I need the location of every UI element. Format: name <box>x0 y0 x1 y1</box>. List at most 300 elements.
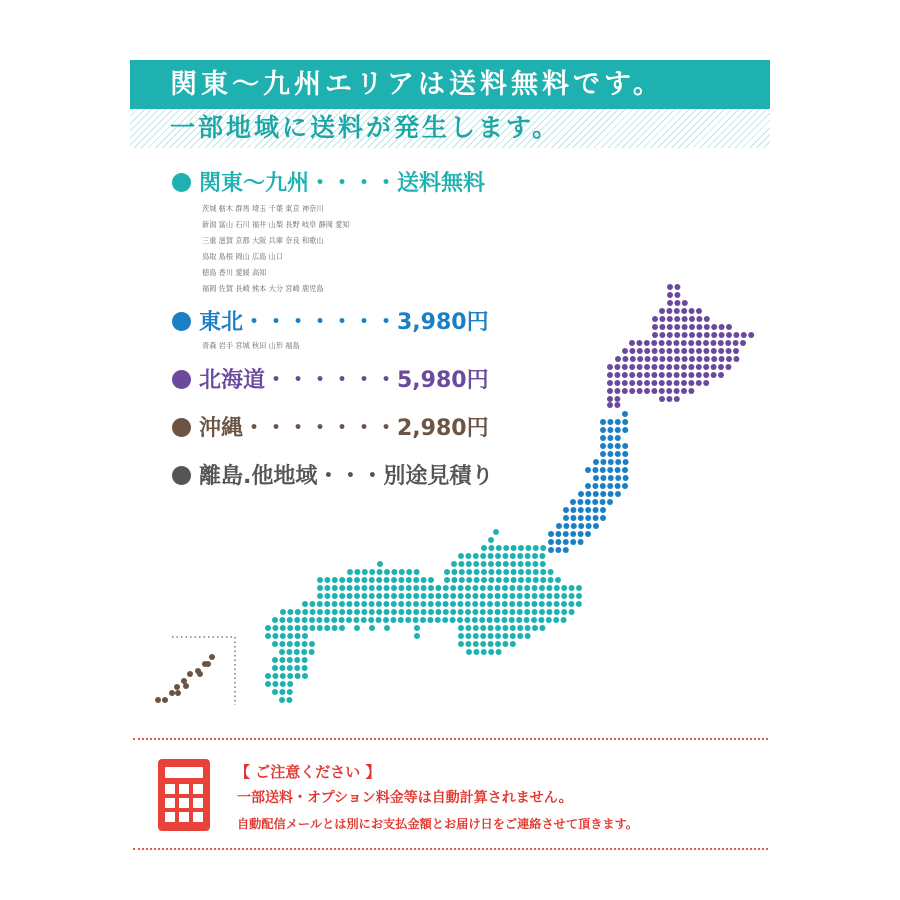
prefecture-row: 三重 滋賀 京都 大阪 兵庫 奈良 和歌山 <box>202 236 324 245</box>
map-dot <box>688 340 694 346</box>
map-dot <box>629 388 635 394</box>
map-dot <box>630 356 636 362</box>
map-dot <box>421 577 427 583</box>
map-dot <box>681 308 687 314</box>
map-dot <box>532 625 538 631</box>
map-dot <box>384 585 390 591</box>
map-dot <box>593 491 599 497</box>
map-dot <box>607 443 613 449</box>
map-dot <box>666 364 672 370</box>
map-dot <box>280 681 286 687</box>
map-dot <box>279 617 285 623</box>
map-dot <box>209 654 215 660</box>
map-dot <box>398 601 404 607</box>
map-dot <box>667 300 673 306</box>
map-dot <box>518 577 524 583</box>
map-dot <box>614 402 620 408</box>
map-dot <box>711 364 717 370</box>
map-dot <box>280 625 286 631</box>
map-dot <box>555 531 561 537</box>
map-dot <box>607 402 613 408</box>
map-dot <box>272 617 278 623</box>
map-dot <box>391 593 397 599</box>
map-dot <box>346 617 352 623</box>
map-dot <box>391 601 397 607</box>
map-dot <box>622 443 628 449</box>
map-dot <box>272 689 278 695</box>
map-dot <box>295 673 301 679</box>
map-dot <box>600 451 606 457</box>
map-dot <box>287 617 293 623</box>
map-dot <box>554 609 560 615</box>
map-dot <box>719 356 725 362</box>
map-dot <box>398 577 404 583</box>
map-dot <box>354 601 360 607</box>
map-dot <box>413 593 419 599</box>
map-dot <box>539 609 545 615</box>
map-dot <box>451 577 457 583</box>
map-dot <box>615 491 621 497</box>
map-dot <box>302 625 308 631</box>
map-dot <box>265 625 271 631</box>
map-dot <box>674 332 680 338</box>
map-dot <box>294 649 300 655</box>
map-tohoku <box>548 411 629 553</box>
map-dot <box>473 625 479 631</box>
map-dot <box>450 593 456 599</box>
map-dot <box>302 601 308 607</box>
map-dot <box>600 515 606 521</box>
map-dot <box>689 324 695 330</box>
map-dot <box>480 593 486 599</box>
map-dot <box>435 609 441 615</box>
map-dot <box>510 641 516 647</box>
map-dot <box>518 569 524 575</box>
map-dot <box>295 609 301 615</box>
map-dot <box>481 649 487 655</box>
map-dot <box>458 585 464 591</box>
map-dot <box>488 633 494 639</box>
map-dot <box>324 601 330 607</box>
map-dot <box>629 380 635 386</box>
map-dot <box>525 569 531 575</box>
map-dot <box>428 593 434 599</box>
map-dot <box>719 324 725 330</box>
map-dot <box>413 585 419 591</box>
map-dot <box>406 593 412 599</box>
map-dot <box>301 649 307 655</box>
map-dot <box>615 419 621 425</box>
map-dot <box>361 593 367 599</box>
notice-heading: 【 ご注意ください 】 <box>235 763 381 781</box>
map-dot <box>444 569 450 575</box>
map-dot <box>651 388 657 394</box>
map-dot <box>578 539 584 545</box>
map-dot <box>592 499 598 505</box>
map-dot <box>155 697 161 703</box>
map-dot <box>525 545 531 551</box>
map-dot <box>637 388 643 394</box>
map-dot <box>578 523 584 529</box>
map-dot <box>569 593 575 599</box>
map-dot <box>384 625 390 631</box>
map-dot <box>472 601 478 607</box>
map-dot <box>472 617 478 623</box>
map-dot <box>532 585 538 591</box>
calculator-icon <box>158 759 210 831</box>
map-dot <box>479 617 485 623</box>
map-dot <box>302 665 308 671</box>
map-dot <box>629 340 635 346</box>
map-dot <box>465 601 471 607</box>
map-dot <box>681 388 687 394</box>
map-dot <box>369 601 375 607</box>
map-dot <box>324 585 330 591</box>
map-dot <box>302 609 308 615</box>
map-dot <box>592 483 598 489</box>
map-dot <box>622 411 628 417</box>
map-dot <box>652 324 658 330</box>
map-dot <box>644 380 650 386</box>
map-dot <box>302 673 308 679</box>
map-dot <box>733 356 739 362</box>
map-dot <box>540 577 546 583</box>
map-dot <box>279 665 285 671</box>
map-dot <box>548 577 554 583</box>
map-dot <box>502 641 508 647</box>
map-dot <box>466 569 472 575</box>
map-dot <box>376 617 382 623</box>
map-dot <box>413 609 419 615</box>
map-dot <box>585 483 591 489</box>
map-dot <box>659 364 665 370</box>
map-dot <box>651 372 657 378</box>
map-dot <box>354 625 360 631</box>
map-dot <box>688 388 694 394</box>
map-dot <box>644 372 650 378</box>
map-dot <box>674 316 680 322</box>
map-dot <box>511 545 517 551</box>
map-dot <box>406 577 412 583</box>
map-dot <box>667 316 673 322</box>
map-dot <box>748 332 754 338</box>
map-dot <box>726 324 732 330</box>
map-dot <box>487 593 493 599</box>
map-dot <box>561 609 567 615</box>
map-dot <box>399 569 405 575</box>
map-dot <box>377 561 383 567</box>
map-dot <box>570 499 576 505</box>
map-dot <box>696 380 702 386</box>
map-dot <box>279 649 285 655</box>
map-dot <box>279 657 285 663</box>
map-dot <box>561 617 567 623</box>
map-dot <box>539 585 545 591</box>
map-dot <box>696 332 702 338</box>
map-dot <box>495 625 501 631</box>
map-dot <box>287 609 293 615</box>
map-dot <box>554 585 560 591</box>
map-dot <box>169 690 175 696</box>
map-dot <box>465 553 471 559</box>
map-dot <box>546 617 552 623</box>
map-dot <box>465 593 471 599</box>
map-dot <box>458 633 464 639</box>
map-dot <box>568 601 574 607</box>
map-dot <box>398 617 404 623</box>
map-dot <box>428 577 434 583</box>
map-dot <box>711 356 717 362</box>
map-dot <box>465 641 471 647</box>
map-dot <box>563 507 569 513</box>
map-dot <box>414 625 420 631</box>
map-dot <box>718 340 724 346</box>
map-dot <box>493 529 499 535</box>
map-dot <box>465 633 471 639</box>
map-dot <box>487 585 493 591</box>
map-dot <box>496 569 502 575</box>
map-dot <box>555 547 561 553</box>
map-dot <box>682 332 688 338</box>
map-dot <box>622 427 628 433</box>
map-dot <box>674 292 680 298</box>
map-dot <box>346 601 352 607</box>
map-dot <box>287 689 293 695</box>
map-dot <box>466 561 472 567</box>
map-dot <box>496 649 502 655</box>
map-dot <box>495 641 501 647</box>
map-dot <box>369 577 375 583</box>
map-dot <box>332 593 338 599</box>
map-dot <box>674 396 680 402</box>
map-dot <box>600 419 606 425</box>
map-dot <box>614 364 620 370</box>
map-dot <box>287 625 293 631</box>
map-dot <box>674 348 680 354</box>
map-dot <box>517 633 523 639</box>
map-dot <box>607 435 613 441</box>
map-dot <box>718 348 724 354</box>
map-dot <box>175 690 181 696</box>
map-dot <box>369 609 375 615</box>
map-dot <box>287 633 293 639</box>
map-dot <box>272 625 278 631</box>
map-dot <box>354 577 360 583</box>
map-dot <box>443 601 449 607</box>
map-dot <box>339 609 345 615</box>
map-dot <box>310 609 316 615</box>
map-dot <box>354 569 360 575</box>
prefecture-row: 新潟 富山 石川 福井 山梨 長野 岐阜 静岡 愛知 <box>202 220 350 229</box>
map-dot <box>600 435 606 441</box>
map-dot <box>458 553 464 559</box>
map-dot <box>332 577 338 583</box>
map-dot <box>457 601 463 607</box>
map-dot <box>481 569 487 575</box>
map-dot <box>458 561 464 567</box>
map-dot <box>502 593 508 599</box>
prefecture-row: 青森 岩手 宮城 秋田 山形 福島 <box>202 341 300 350</box>
map-dot <box>391 585 397 591</box>
map-dot <box>353 617 359 623</box>
map-dot <box>473 561 479 567</box>
map-dot <box>428 585 434 591</box>
map-dot <box>546 593 552 599</box>
map-dot <box>265 673 271 679</box>
map-dot <box>659 316 665 322</box>
map-dot <box>502 625 508 631</box>
map-dot <box>495 593 501 599</box>
map-dot <box>652 332 658 338</box>
map-dot <box>593 507 599 513</box>
map-dot <box>553 617 559 623</box>
map-dot <box>406 585 412 591</box>
map-dot <box>509 609 515 615</box>
map-dot <box>444 577 450 583</box>
map-dot <box>726 332 732 338</box>
map-dot <box>539 553 545 559</box>
map-dot <box>659 356 665 362</box>
map-dot <box>354 593 360 599</box>
map-dot <box>480 641 486 647</box>
region-label: 離島.他地域・・・別途見積り <box>199 464 494 489</box>
map-dot <box>317 593 323 599</box>
map-dot <box>488 553 494 559</box>
map-dot <box>494 601 500 607</box>
map-dot <box>689 316 695 322</box>
map-dot <box>696 356 702 362</box>
map-dot <box>317 601 323 607</box>
map-dot <box>502 585 508 591</box>
map-dot <box>681 348 687 354</box>
map-dot <box>279 689 285 695</box>
map-dot <box>457 617 463 623</box>
map-dot <box>488 625 494 631</box>
map-dot <box>474 577 480 583</box>
notice-divider-bottom <box>133 848 768 850</box>
map-dot <box>554 593 560 599</box>
map-dot <box>615 451 621 457</box>
map-dot <box>608 491 614 497</box>
map-dot <box>615 475 621 481</box>
map-dot <box>710 340 716 346</box>
map-dot <box>398 585 404 591</box>
map-dot <box>741 332 747 338</box>
map-dot <box>666 372 672 378</box>
map-dot <box>162 697 168 703</box>
map-dot <box>615 427 621 433</box>
map-dot <box>600 443 606 449</box>
map-dot <box>681 364 687 370</box>
map-dot <box>517 593 523 599</box>
map-dot <box>413 617 419 623</box>
map-dot <box>525 625 531 631</box>
map-dot <box>331 617 337 623</box>
map-dot <box>607 380 613 386</box>
map-dot <box>586 523 592 529</box>
map-dot <box>487 601 493 607</box>
map-dot <box>347 569 353 575</box>
map-dot <box>272 681 278 687</box>
notice-line-2: 自動配信メールとは別にお支払金額とお届け日をご連絡させて頂きます。 <box>237 817 638 831</box>
map-dot <box>651 340 657 346</box>
map-dot <box>383 601 389 607</box>
map-dot <box>666 308 672 314</box>
map-dot <box>421 585 427 591</box>
map-dot <box>376 609 382 615</box>
map-dot <box>576 601 582 607</box>
map-dot <box>576 585 582 591</box>
map-dot <box>174 684 180 690</box>
map-dot <box>473 649 479 655</box>
map-dot <box>704 356 710 362</box>
map-dot <box>563 523 569 529</box>
map-dot <box>347 577 353 583</box>
map-dot <box>443 593 449 599</box>
map-dot <box>361 601 367 607</box>
map-dot <box>696 348 702 354</box>
map-dot <box>540 561 546 567</box>
map-dot <box>578 515 584 521</box>
map-dot <box>332 585 338 591</box>
map-dot <box>451 561 457 567</box>
map-dot <box>361 577 367 583</box>
map-dot <box>287 657 293 663</box>
map-dot <box>585 515 591 521</box>
map-dot <box>502 601 508 607</box>
map-dot <box>458 625 464 631</box>
map-dot <box>464 617 470 623</box>
map-dot <box>383 617 389 623</box>
map-dot <box>615 467 621 473</box>
map-dot <box>571 523 577 529</box>
map-dot <box>398 609 404 615</box>
map-dot <box>629 372 635 378</box>
map-dot <box>651 364 657 370</box>
map-dot <box>688 380 694 386</box>
map-dot <box>674 300 680 306</box>
map-dot <box>472 593 478 599</box>
map-dot <box>517 585 523 591</box>
map-dot <box>585 507 591 513</box>
map-dot <box>703 364 709 370</box>
map-dot <box>466 649 472 655</box>
map-dot <box>390 617 396 623</box>
map-dot <box>495 561 501 567</box>
map-dot <box>459 569 465 575</box>
map-dot <box>623 475 629 481</box>
map-dot <box>516 617 522 623</box>
map-dot <box>666 340 672 346</box>
map-dot <box>585 531 591 537</box>
map-dot <box>674 364 680 370</box>
map-dot <box>183 683 189 689</box>
map-dot <box>287 673 293 679</box>
map-dot <box>377 569 383 575</box>
map-dot <box>540 545 546 551</box>
map-dot <box>524 609 530 615</box>
map-dot <box>517 601 523 607</box>
map-dot <box>391 569 397 575</box>
map-dot <box>473 553 479 559</box>
map-dot <box>518 545 524 551</box>
map-dot <box>309 641 315 647</box>
map-dot <box>645 356 651 362</box>
map-dot <box>510 633 516 639</box>
map-dot <box>488 641 494 647</box>
map-dot <box>636 340 642 346</box>
map-dot <box>339 577 345 583</box>
